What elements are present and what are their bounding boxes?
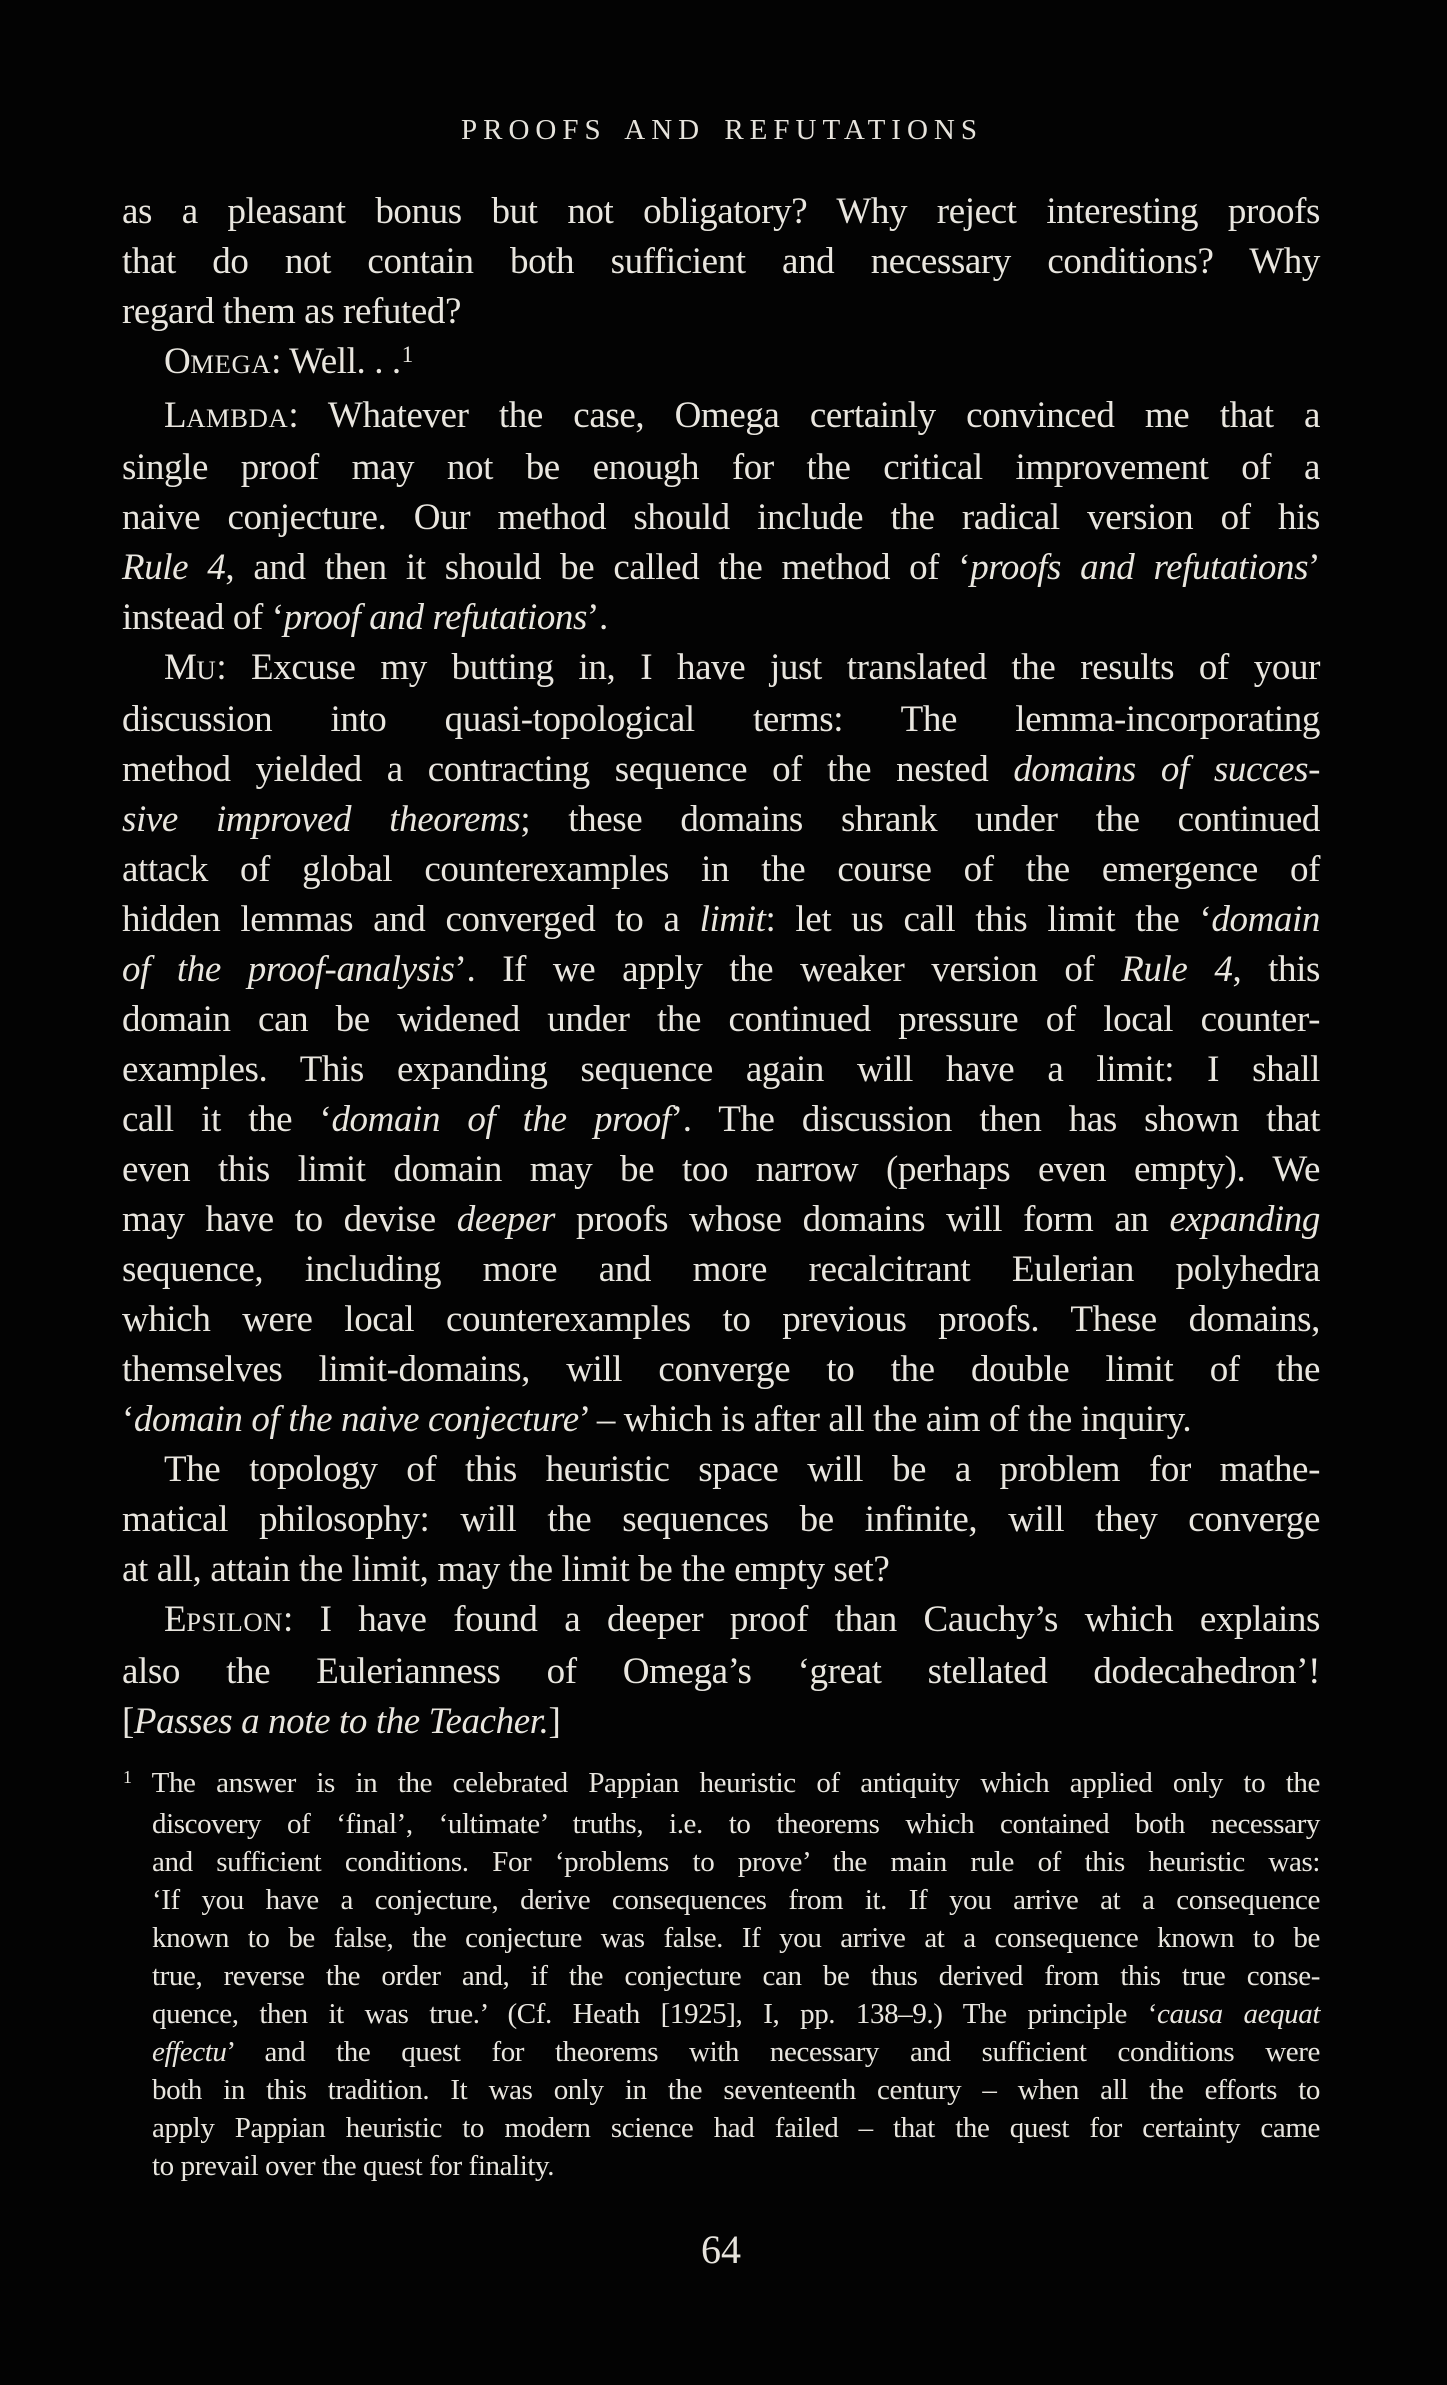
- text-line: [122, 1495, 1320, 1545]
- text-run: expanding: [1169, 1199, 1320, 1240]
- footnote: [122, 1764, 1320, 2185]
- text-line: [122, 543, 1320, 593]
- text-run: hidden lemmas and converged to a: [122, 899, 700, 940]
- text-run: attack of global counterexamples in the course of the emergence of: [122, 849, 1320, 890]
- text-run: domain can be widened under the continued pressure of local counter-: [122, 999, 1320, 1040]
- text-run: proofs whose domains will form an: [555, 1199, 1170, 1240]
- text-line: [122, 187, 1320, 237]
- speaker-name-smallcaps: PSILON: [186, 1607, 284, 1637]
- text-line: [122, 287, 1320, 337]
- text-run: ‘: [122, 1399, 134, 1440]
- text-run: ’: [1308, 547, 1320, 588]
- text-run: : Well. . .: [271, 341, 401, 382]
- text-line: [122, 695, 1320, 745]
- text-line: [122, 593, 1320, 643]
- speaker-name: OMEGA: [164, 341, 272, 382]
- text-run: ’ – which is after all the aim of the inquiry.: [578, 1399, 1192, 1440]
- text-line: [122, 337, 1320, 391]
- text-line: [122, 1395, 1320, 1445]
- footnote-marker: 1: [123, 1767, 132, 1788]
- speaker-name: MU: [164, 647, 217, 688]
- text-run: at all, attain the limit, may the limit be the empty set?: [122, 1549, 890, 1590]
- text-run: , this: [1232, 949, 1321, 990]
- text-run: call it the ‘: [122, 1099, 332, 1140]
- text-run: The topology of this heuristic space will be a problem for mathe-: [164, 1449, 1320, 1490]
- page-number: 64: [701, 2227, 741, 2272]
- text-run: apply Pappian heuristic to modern science had failed – that the quest for certainty came: [152, 2112, 1320, 2144]
- text-run: : Whatever the case, Omega certainly convinced me that a: [288, 395, 1320, 436]
- footnote-line: [122, 1805, 1320, 1843]
- text-run: and sufficient conditions. For ‘problems to prove’ the main rule of this heuristic was:: [152, 1846, 1320, 1878]
- text-run: discussion into quasi-topological terms: The lemma-incorporating: [122, 699, 1320, 740]
- text-run: ’. The discussion then has shown that: [670, 1099, 1320, 1140]
- text-run: Rule 4: [122, 547, 226, 588]
- text-run: naive conjecture. Our method should include the radical version of his: [122, 497, 1320, 538]
- text-run: ’ and the quest for theorems with necessary and sufficient conditions were: [226, 2036, 1320, 2068]
- text-run: domain of the naive conjecture: [133, 1399, 579, 1440]
- text-run: which were local counterexamples to previous proofs. These domains,: [122, 1299, 1320, 1340]
- text-run: regard them as refuted?: [122, 291, 462, 332]
- text-run: known to be false, the conjecture was false. If you arrive at a consequence known to be: [152, 1922, 1320, 1954]
- text-run: to prevail over the quest for finality.: [152, 2150, 555, 2182]
- text-run: deeper: [456, 1199, 556, 1240]
- text-run: proofs and refutations: [970, 547, 1309, 588]
- text-run: Passes a note to the Teacher.: [133, 1701, 549, 1742]
- text-run: that do not contain both sufficient and necessary conditions? Why: [122, 241, 1320, 282]
- text-run: sequence, including more and more recalcitrant Eulerian polyhedra: [122, 1249, 1320, 1290]
- text-line: [122, 1595, 1320, 1647]
- text-line: [122, 643, 1320, 695]
- speaker-name-smallcaps: AMBDA: [186, 403, 289, 433]
- text-run: as a pleasant bonus but not obligatory? Why reject interesting proofs: [122, 191, 1320, 232]
- text-run: quence, then it was true.’ (Cf. Heath [1925], I, pp. 138–9.) The principle ‘: [152, 1998, 1158, 2030]
- footnote-line: [122, 1957, 1320, 1995]
- text-run: ‘If you have a conjecture, derive consequences from it. If you arrive at a consequence: [152, 1884, 1320, 1916]
- footnote-line: [122, 2033, 1320, 2071]
- text-line: [122, 1545, 1320, 1595]
- text-line: [122, 493, 1320, 543]
- text-line: [122, 945, 1320, 995]
- footnote-line: [122, 2071, 1320, 2109]
- text-line: [122, 895, 1320, 945]
- text-run: single proof may not be enough for the critical improvement of a: [122, 447, 1320, 488]
- text-line: [122, 795, 1320, 845]
- text-run: domain of the proof: [331, 1099, 671, 1140]
- text-run: ’.: [587, 597, 608, 638]
- text-run: effectu: [152, 2036, 227, 2068]
- text-run: method yielded a contracting sequence of the nested: [122, 749, 1014, 790]
- text-run: The answer is in the celebrated Pappian heuristic of antiquity which applied only to the: [131, 1767, 1320, 1799]
- footnote-line: [122, 2147, 1320, 2185]
- text-run: true, reverse the order and, if the conjecture can be thus derived from this true conse-: [152, 1960, 1320, 1992]
- text-run: domain: [1211, 899, 1320, 940]
- footnote-marker: 1: [401, 342, 413, 367]
- text-run: [: [122, 1701, 134, 1742]
- text-run: causa aequat: [1157, 1998, 1320, 2030]
- text-line: [122, 1245, 1320, 1295]
- text-line: [122, 995, 1320, 1045]
- text-run: , and then it should be called the method of ‘: [225, 547, 971, 588]
- text-run: : let us call this limit the ‘: [765, 899, 1212, 940]
- speaker-name: EPSILON: [164, 1599, 284, 1640]
- text-line: [122, 443, 1320, 493]
- body-text: [122, 187, 1320, 1747]
- text-line: [122, 845, 1320, 895]
- text-run: ; these domains shrank under the continued: [520, 799, 1320, 840]
- text-line: [122, 1045, 1320, 1095]
- footnote-line: [122, 2109, 1320, 2147]
- speaker-name-smallcaps: U: [196, 655, 217, 685]
- running-header: PROOFS AND REFUTATIONS: [461, 114, 983, 146]
- text-run: matical philosophy: will the sequences be infinite, will they converge: [122, 1499, 1320, 1540]
- speaker-name: LAMBDA: [164, 395, 289, 436]
- text-run: sive improved theorems: [122, 799, 521, 840]
- text-line: [122, 1295, 1320, 1345]
- text-run: ’. If we apply the weaker version of: [454, 949, 1122, 990]
- footnote-line: [122, 1995, 1320, 2033]
- text-run: discovery of ‘final’, ‘ultimate’ truths, i.e. to theorems which contained both necessary: [152, 1808, 1320, 1840]
- text-line: [122, 391, 1320, 443]
- text-run: also the Eulerianness of Omega’s ‘great stellated dodecahedron’!: [122, 1651, 1320, 1692]
- text-run: may have to devise: [122, 1199, 457, 1240]
- text-run: even this limit domain may be too narrow (perhaps even empty). We: [122, 1149, 1320, 1190]
- text-line: [122, 1697, 1320, 1747]
- text-line: [122, 1445, 1320, 1495]
- text-run: both in this tradition. It was only in the seventeenth century – when all the efforts to: [152, 2074, 1320, 2106]
- text-run: proof and refutations: [283, 597, 588, 638]
- footnote-line: [122, 1881, 1320, 1919]
- text-line: [122, 237, 1320, 287]
- text-run: instead of ‘: [122, 597, 284, 638]
- speaker-name-smallcaps: MEGA: [190, 349, 272, 379]
- text-run: domains of succes-: [1013, 749, 1320, 790]
- footnote-line: [122, 1919, 1320, 1957]
- text-line: [122, 1145, 1320, 1195]
- text-run: of the proof-analysis: [122, 949, 455, 990]
- text-line: [122, 1195, 1320, 1245]
- text-line: [122, 1647, 1320, 1697]
- text-line: [122, 1095, 1320, 1145]
- text-run: : I have found a deeper proof than Cauchy’s which explains: [283, 1599, 1320, 1640]
- text-run: themselves limit-domains, will converge to the double limit of the: [122, 1349, 1320, 1390]
- text-run: Rule 4: [1121, 949, 1233, 990]
- footnote-line: [122, 1843, 1320, 1881]
- text-run: limit: [699, 899, 766, 940]
- text-line: [122, 1345, 1320, 1395]
- footnote-line: [122, 1764, 1320, 1805]
- text-run: ]: [548, 1701, 561, 1742]
- text-run: examples. This expanding sequence again will have a limit: I shall: [122, 1049, 1320, 1090]
- text-line: [122, 745, 1320, 795]
- text-run: : Excuse my butting in, I have just translated the results of your: [216, 647, 1320, 688]
